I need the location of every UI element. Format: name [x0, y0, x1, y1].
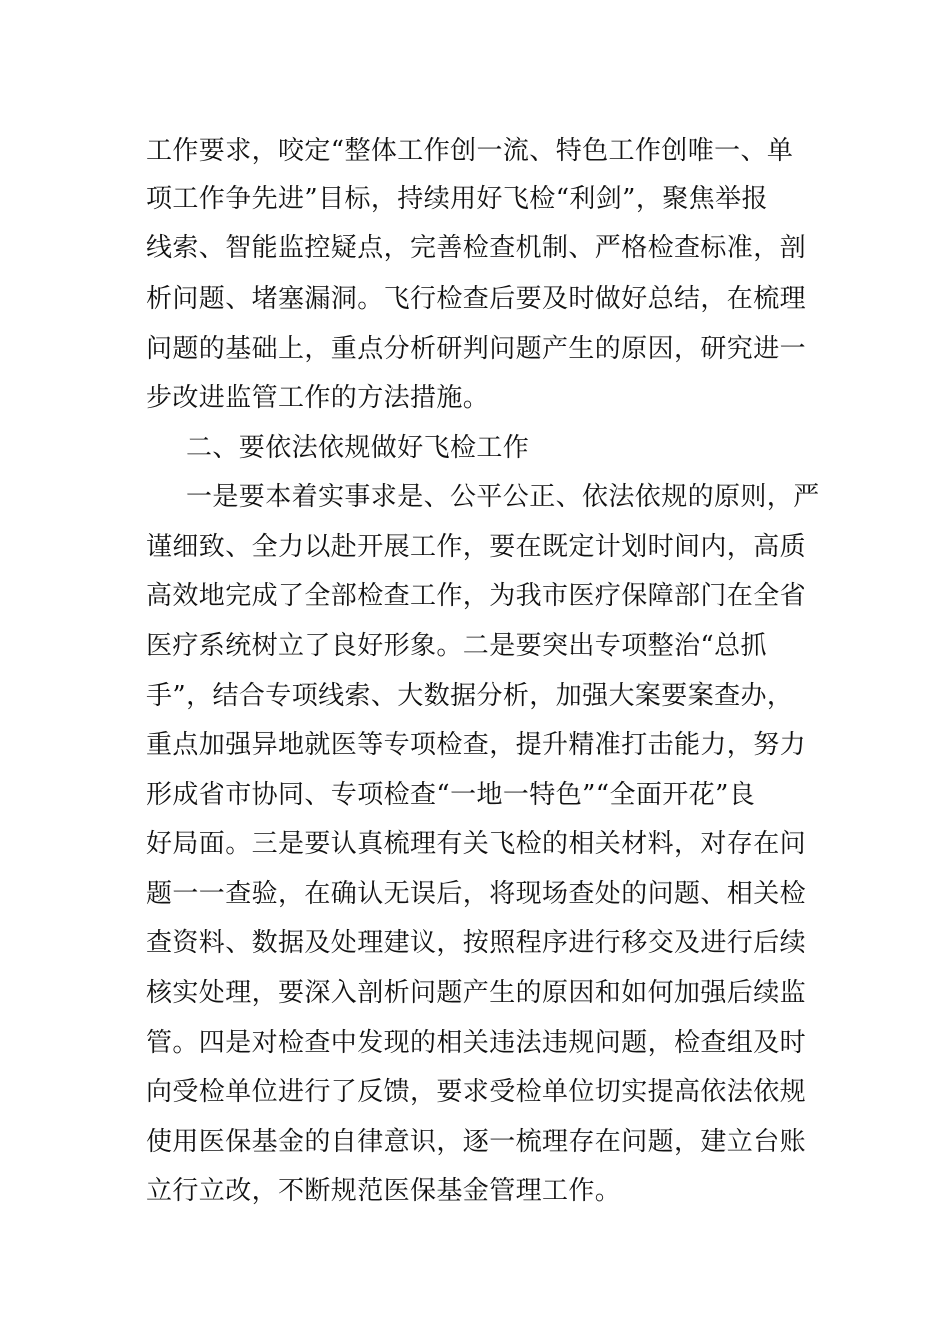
text-line: 重点加强异地就医等专项检查，提升精准打击能力，努力: [146, 730, 807, 760]
text-line: 手”，结合专项线索、大数据分析，加强大案要案查办，: [146, 681, 794, 711]
text-line: 一是要本着实事求是、公平公正、依法依规的原则，严: [186, 482, 820, 512]
text-line: 形成省市协同、专项检查“一地一特色”“全面开花”良: [146, 780, 756, 810]
text-line: 向受检单位进行了反馈，要求受检单位切实提高依法依规: [146, 1077, 807, 1107]
text-line: 高效地完成了全部检查工作，为我市医疗保障部门在全省: [146, 581, 807, 611]
text-line: 题一一查验，在确认无误后，将现场查处的问题、相关检: [146, 879, 807, 909]
section-heading: 二、要依法依规做好飞检工作: [186, 433, 530, 463]
text-line: 线索、智能监控疑点，完善检查机制、严格检查标准，剖: [146, 233, 807, 263]
text-line: 析问题、堵塞漏洞。飞行检查后要及时做好总结，在梳理: [146, 284, 807, 314]
text-line: 项工作争先进”目标，持续用好飞检“利剑”，聚焦举报: [146, 184, 768, 214]
text-line: 医疗系统树立了良好形象。二是要突出专项整治“总抓: [146, 631, 767, 661]
text-line: 使用医保基金的自律意识，逐一梳理存在问题，建立台账: [146, 1127, 807, 1157]
text-line: 工作要求，咬定“整体工作创一流、特色工作创唯一、单: [146, 136, 794, 166]
text-line: 步改进监管工作的方法措施。: [146, 383, 490, 413]
text-line: 核实处理，要深入剖析问题产生的原因和如何加强后续监: [146, 978, 807, 1008]
text-line: 好局面。三是要认真梳理有关飞检的相关材料，对存在问: [146, 829, 807, 859]
text-line: 谨细致、全力以赴开展工作，要在既定计划时间内，高质: [146, 532, 807, 562]
text-line: 问题的基础上，重点分析研判问题产生的原因，研究进一: [146, 334, 807, 364]
text-line: 管。四是对检查中发现的相关违法违规问题，检查组及时: [146, 1028, 807, 1058]
text-line: 查资料、数据及处理建议，按照程序进行移交及进行后续: [146, 928, 807, 958]
text-line: 立行立改，不断规范医保基金管理工作。: [146, 1176, 622, 1206]
